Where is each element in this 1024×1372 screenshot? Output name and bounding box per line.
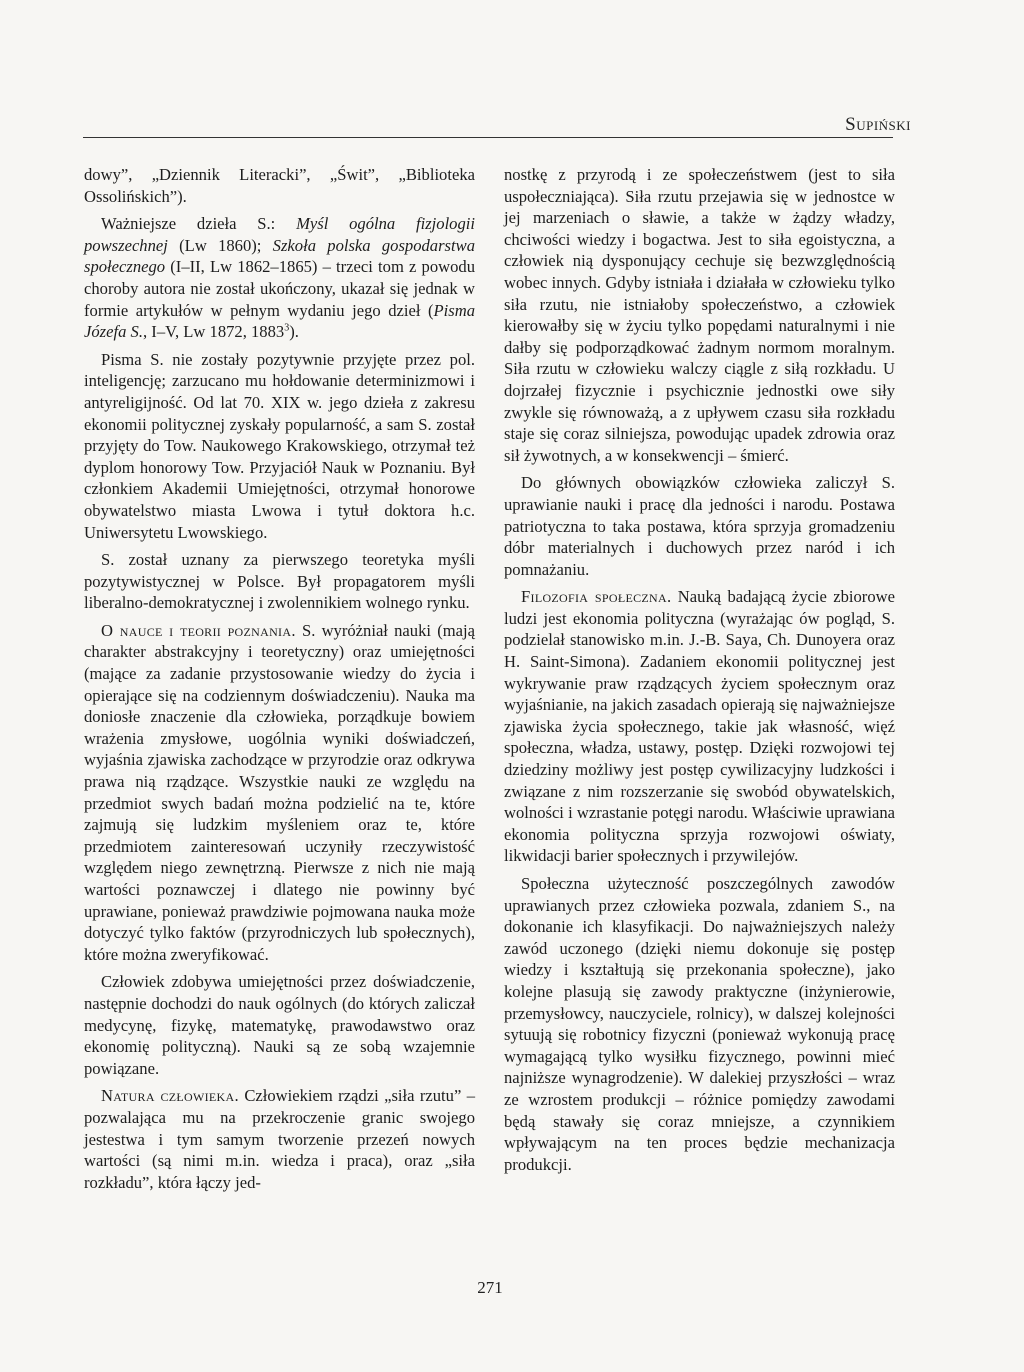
paragraph: nostkę z przyrodą i ze społeczeństwem (jest to siła uspołeczniająca). Siła rzutu przejawia się w jednostce w jej marzeniach o sławie, a także w żądzy władzy, chciwości wiedzy i bogactwa. Jest to siła egoistyczna, a człowiek nią dysponujący cechuje się bezwzględnością wobec innych. Gdyby istniała i działała w człowieku tylko siła rzutu, nie istniałoby społeczeństwo, a człowiek kierowałby się w życiu tylko popędami naturalnymi i nie dałby się podporządkować żadnym normom moralnym. Siła rzutu w człowieku walczy ciągle z siłą rozkładu. U dojrzałej fizycznie i psychicznie jednostki owe siły zwykle się równoważą, a z upływem czasu siła rozkładu staje się coraz silniejsza, powodując upadek zdrowia oraz sił żywotnych, a w konsekwencji – śmierć. — [504, 165, 895, 465]
paragraph-section — [84, 620, 475, 966]
right-column — [504, 164, 895, 1181]
paragraph: Człowiek zdobywa umiejętności przez doświadczenie, następnie dochodzi do nauk ogólnych (do których zaliczał medycynę, fizykę, matematykę, prawodawstwo oraz ekonomię polityczną). Nauki są ze sobą wzajemnie powiązane. — [84, 972, 475, 1078]
left-column — [84, 164, 475, 1199]
work-title: Myśl ogólna fizjologii powszechnej — [84, 214, 475, 255]
text-span: ). — [289, 322, 299, 342]
running-head: Supiński — [845, 114, 911, 135]
work-title: Pisma Józefa S. — [84, 300, 475, 342]
paragraph: Pisma S. nie zostały pozytywnie przyjęte przez pol. inteligencję; zarzucano mu hołdowanie determinizmowi i antyreligijność. Od lat 70. XIX w. jego dzieła z zakresu ekonomii politycznej zyskały popularność, a sam S. został przyjęty do Tow. Naukowego Krakowskiego, otrzymał też dyplom honorowy Tow. Przyjaciół Nauk w Poznaniu. Był członkiem Akademii Umiejętności, otrzymał honorowe obywatelstwo miasta Lwowa i tytuł doktora h.c. Uniwersytetu Lwowskiego. — [84, 349, 475, 542]
paragraph: Społeczna użyteczność poszczególnych zawodów uprawianych przez człowieka pozwala, zdaniem S., na dokonanie ich klasyfikacji. Do najważniejszych należy zawód uczonego (dzięki niemu dokonuje się postęp wiedzy i kształtują się przekonania społeczne), jako kolejne plasują się zawody praktyczne (inżynierowie, przemysłowcy, nauczyciele, rolnicy), w dalszej kolejności sytuują się robotnicy fizyczni (ponieważ wykonują pracę wymagającą tylko wysiłku fizycznego, powinni mieć najniższe wynagrodzenie). W dalekiej przyszłości – wraz ze wzrostem produkcji – różnice pomiędzy zawodami będą stawały się coraz mniejsze, a czynnikiem wpływającym na ten proces będzie mechanizacja produkcji. — [504, 874, 895, 1174]
text-span: (I–II, Lw 1862–1865) – trzeci tom z powodu choroby autora nie został ukończony, ukazał się jednak w formie artykułów w pełnym wydaniu jego dzieł ( — [84, 257, 475, 320]
text-span: S. wyróżniał nauki (mają charakter abstrakcyjny i teoretyczny) oraz umiejętności (mające za zadanie przystosowanie wiedzy do życia i opierające się na codziennym doświadczeniu). Nauka ma doniosłe znaczenie dla człowieka, porządkuje bowiem wrażenia zmysłowe, uogólnia wyniki doświadczeń, wyjaśnia zjawiska zachodzące w przyrodzie oraz odkrywa prawa nią rządzące. Wszystkie nauki ze względu na przedmiot swych badań można podzielić na te, które zajmują się ludzkim myśleniem oraz te, które przedmiotem zainteresowań uczyniły rzeczywistość względem niego zewnętrzną. Pierwsze z nich nie mają wartości poznawczej i dlatego nie powinny być uprawiane, ponieważ prawdziwie pojmowana nauka może dotyczyć tylko faktów (przyrodniczych lub społecznych), które można zweryfikować. — [84, 620, 475, 964]
section-heading: Filozofia społeczna. — [521, 587, 672, 607]
paragraph: Do głównych obowiązków człowieka zaliczył S. uprawianie nauki i pracę dla jedności i narodu. Postawa patriotyczna to taka postawa, która sprzyja gromadzeniu dóbr materialnych i duchowych przez naród i ich pomnażaniu. — [504, 473, 895, 579]
text-span: , I–V, Lw 1872, 1883 — [143, 322, 285, 342]
header-rule — [83, 137, 893, 138]
work-title: Szkoła polska gospodarstwa społecznego — [84, 235, 475, 277]
paragraph-section — [504, 586, 895, 867]
paragraph-section — [84, 1085, 475, 1193]
text-span: Człowiekiem rządzi „siła rzutu” – pozwalająca mu na przekroczenie granic swojego jestestwa i tym samym tworzenie przezeń nowych wartości (są nimi m.in. wiedza i praca), oraz „siła rozkładu”, która łączy jed- — [84, 1086, 475, 1192]
paragraph-works — [84, 213, 475, 343]
text-span: (Lw 1860); — [167, 235, 273, 255]
superscript: 3 — [284, 322, 290, 334]
section-heading: Natura człowieka. — [101, 1086, 239, 1106]
text-span: Nauką badającą życie zbiorowe ludzi jest ekonomia polityczna (wyrażając ów pogląd, S. podzielał stanowisko m.in. J.-B. Saya, Ch. Dunoyera oraz H. Saint-Simona). Zadaniem ekonomii politycznej jest wykrywanie praw rządzących życiem społecznym oraz wyjaśnianie, na jakich zasadach opierają się najważniejsze zjawiska życia społecznego, takie jak własność, więź społeczna, władza, ustawy, postęp. Dzięki rozwojowi tej dziedziny możliwy jest postęp cywilizacyjny ludzkości i związane z nim rozszerzanie się swobód obywatelskich, wolności i wzrastanie potęgi narodu. Właściwie uprawiana ekonomia polityczna sprzyja rozwojowi oświaty, likwidacji barier społecznych i przywilejów. — [504, 587, 895, 866]
text-span: Ważniejsze dzieła S.: — [101, 214, 297, 234]
section-heading: O nauce i teorii poznania. — [101, 620, 296, 640]
paragraph: S. został uznany za pierwszego teoretyka myśli pozytywistycznej w Polsce. Był propagatorem myśli liberalno-demokratycznej i zwolennikiem wolnego rynku. — [84, 550, 475, 613]
paragraph: dowy”, „Dziennik Literacki”, „Świt”, „Biblioteka Ossolińskich”). — [84, 165, 475, 206]
page-number: 271 — [477, 1278, 503, 1297]
